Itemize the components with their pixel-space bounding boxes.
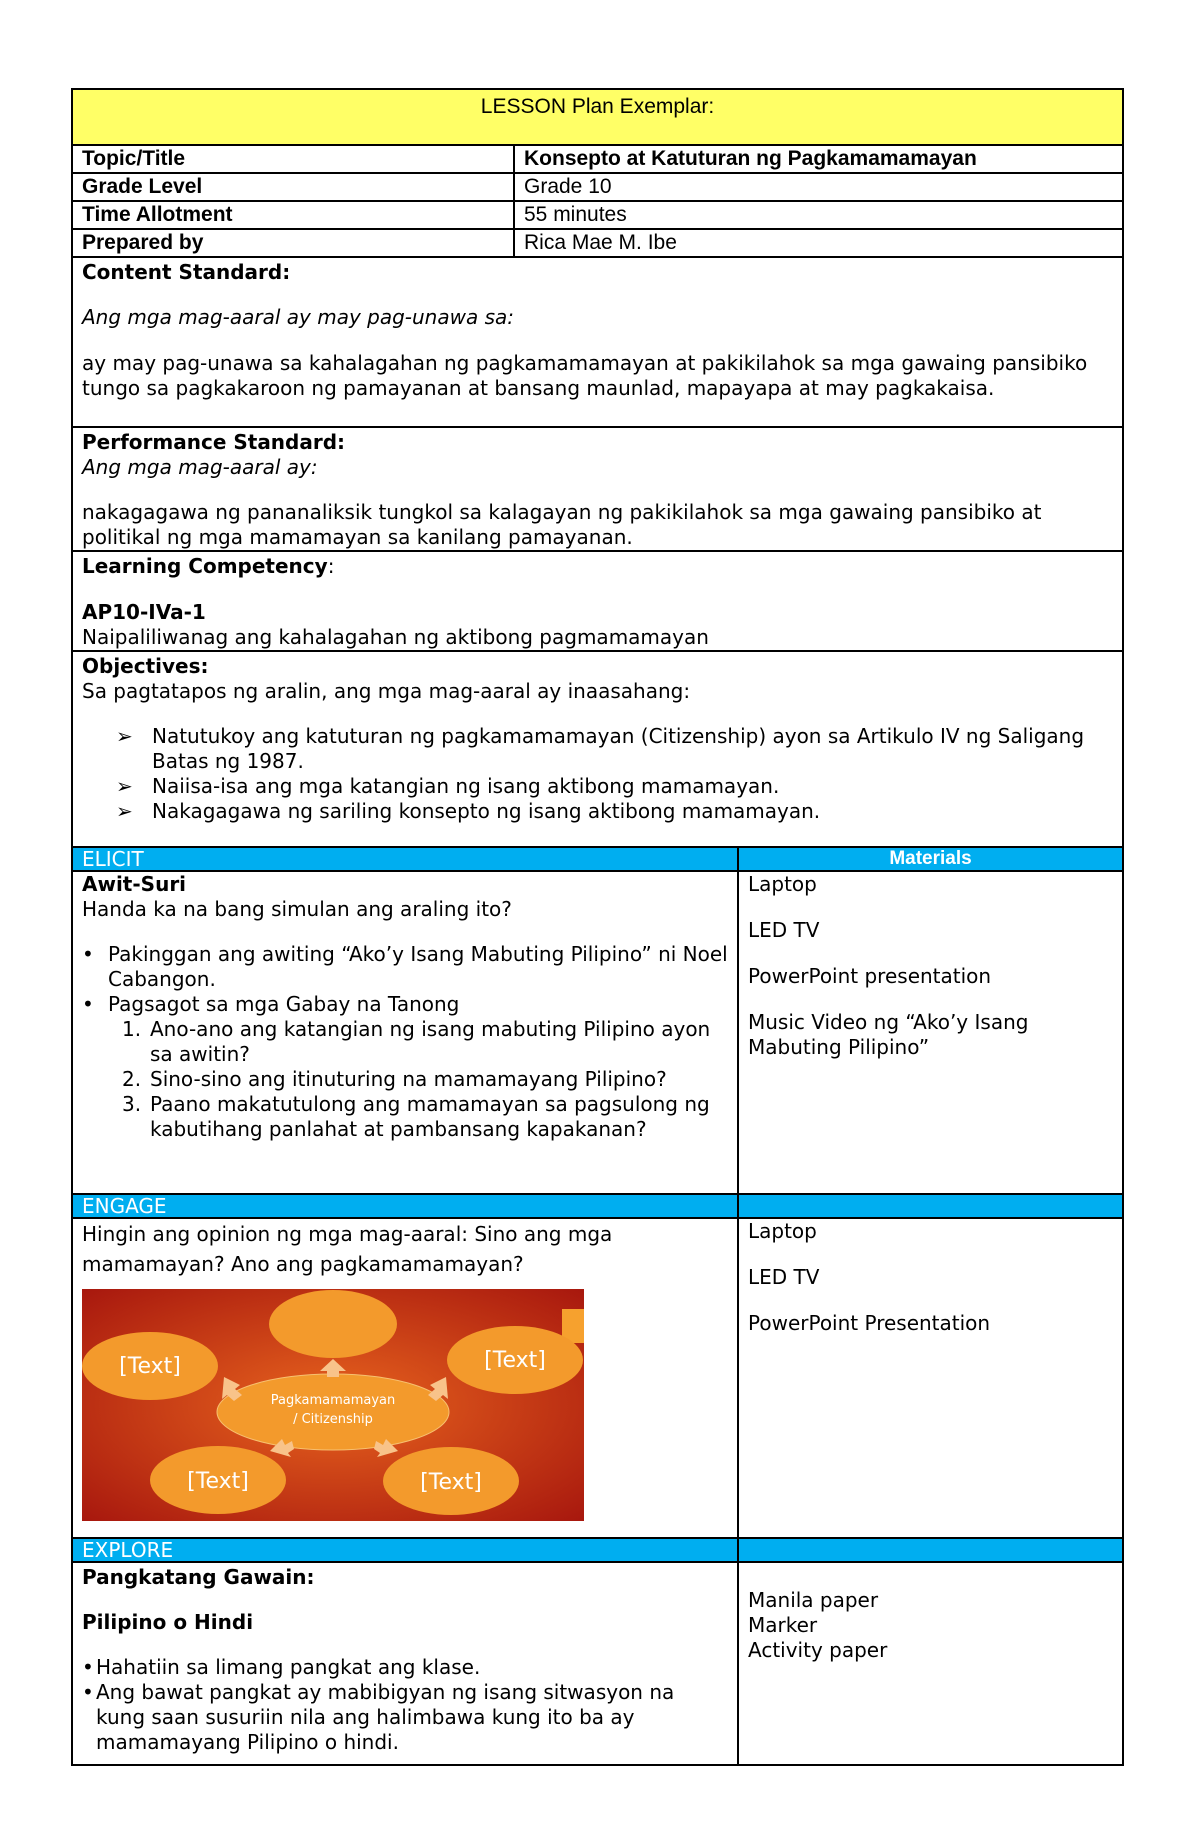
elicit-prompt: Handa ka na bang simulan ang araling ito?	[82, 897, 512, 921]
arrow-bullet-icon: ➢	[116, 799, 133, 823]
top-ellipse	[269, 1290, 397, 1358]
performance-standard-heading: Performance Standard:	[82, 430, 346, 454]
info-value: Konsepto at Katuturan ng Pagkamamamayan	[524, 147, 977, 170]
bullet-icon: •	[82, 1680, 94, 1704]
material-item: PowerPoint presentation	[748, 964, 992, 988]
arrow-bullet-icon: ➢	[116, 774, 133, 798]
material-item: LED TV	[748, 918, 820, 942]
competency-text: Naipaliliwanag ang kahalagahan ng aktibong pagmamamayan	[82, 625, 709, 649]
elicit-row	[73, 870, 1122, 1193]
info-key: Grade Level	[73, 174, 515, 200]
citizenship-concept-diagram	[82, 1289, 584, 1521]
content-standard-intro: Ang mga mag-aaral ay may pag-unawa sa:	[82, 305, 514, 329]
info-key: Time Allotment	[73, 202, 515, 228]
elicit-materials	[739, 872, 1122, 1193]
explore-subtitle: Pilipino o Hindi	[82, 1610, 254, 1634]
engage-band	[73, 1193, 1122, 1217]
explore-label: EXPLORE	[73, 1539, 739, 1561]
info-value: Grade 10	[524, 175, 612, 198]
performance-standard-intro: Ang mga mag-aaral ay:	[82, 455, 318, 479]
material-item: Music Video ng “Ako’y Isang Mabuting Pilipino”	[748, 1010, 1029, 1059]
material-item: LED TV	[748, 1265, 820, 1289]
elicit-band	[73, 846, 1122, 870]
info-row-prepared-by	[73, 228, 1122, 256]
bottom-right-label: [Text]	[420, 1470, 482, 1495]
explore-band	[73, 1537, 1122, 1561]
lesson-plan-title: LESSON Plan Exemplar:	[73, 90, 1122, 144]
list-item: 1. Ano-ano ang katangian ng isang mabuting Pilipino ayon sa awitin?	[122, 1017, 711, 1066]
bullet-icon: •	[82, 1655, 94, 1679]
arrow-bullet-icon: ➢	[116, 724, 133, 748]
content-standard-heading: Content Standard:	[82, 260, 291, 284]
engage-band-blank	[739, 1195, 1122, 1217]
lesson-plan-table	[71, 88, 1124, 1766]
elicit-activity-title: Awit-Suri	[82, 872, 187, 896]
learning-competency-section	[73, 550, 1122, 650]
bottom-left-label: [Text]	[187, 1469, 249, 1494]
bullet-icon: •	[82, 992, 94, 1016]
material-item: Activity paper	[748, 1638, 888, 1662]
objectives-intro: Sa pagtatapos ng aralin, ang mga mag-aaral ay inaasahang:	[82, 679, 691, 703]
explore-activity-title: Pangkatang Gawain:	[82, 1565, 315, 1589]
explore-activity	[73, 1563, 739, 1764]
info-key: Prepared by	[73, 230, 515, 256]
performance-standard-body: nakagagawa ng pananaliksik tungkol sa kalagayan ng pakikilahok sa mga gawaing pansibiko at politikal ng mga mamamayan sa kanilang pamayanan.	[82, 500, 1042, 549]
right-label: [Text]	[484, 1348, 546, 1373]
material-item: PowerPoint Presentation	[748, 1311, 991, 1335]
learning-competency-colon: :	[327, 554, 335, 578]
list-item: 2. Sino-sino ang itinuturing na mamamayang Pilipino?	[122, 1067, 667, 1091]
list-item: • Pakinggan ang awiting “Ako’y Isang Mabuting Pilipino” ni Noel Cabangon.	[82, 942, 728, 991]
elicit-activity	[73, 872, 739, 1193]
list-item: ➢ Naiisa-isa ang mga katangian ng isang aktibong mamamayan.	[116, 774, 780, 798]
learning-competency-heading: Learning Competency	[82, 554, 328, 578]
objectives-heading: Objectives:	[82, 654, 209, 678]
center-label-line2: / Citizenship	[293, 1412, 373, 1427]
list-item: ➢ Natutukoy ang katuturan ng pagkamamamayan (Citizenship) ayon sa Artikulo IV ng Saligang Batas ng 1987.	[116, 724, 1085, 773]
explore-band-blank	[739, 1539, 1122, 1561]
engage-materials	[739, 1219, 1122, 1537]
list-item: • Ang bawat pangkat ay mabibigyan ng isang sitwasyon na kung saan susuriin nila ang halimbawa kung ito ba ay mamamayang Pilipino o hindi.	[82, 1680, 675, 1754]
material-item: Laptop	[748, 872, 817, 896]
bullet-icon: •	[82, 942, 94, 966]
explore-row	[73, 1561, 1122, 1764]
info-row-time	[73, 200, 1122, 228]
info-key: Topic/Title	[73, 146, 515, 172]
info-row-grade	[73, 172, 1122, 200]
material-item: Laptop	[748, 1219, 817, 1243]
objectives-list	[116, 724, 1113, 824]
explore-bullets	[82, 1655, 728, 1755]
performance-standard-section	[73, 426, 1122, 550]
elicit-label: ELICIT	[73, 848, 739, 870]
objectives-section	[73, 650, 1122, 846]
info-value: 55 minutes	[524, 203, 627, 226]
explore-materials	[739, 1563, 1122, 1764]
center-label-line1: Pagkamamamayan	[270, 1393, 396, 1408]
list-item: 3. Paano makatutulong ang mamamayan sa pagsulong ng kabutihang panlahat at pambansang kapakanan?	[122, 1092, 710, 1141]
info-row-topic	[73, 144, 1122, 172]
engage-label: ENGAGE	[73, 1195, 739, 1217]
content-standard-section	[73, 256, 1122, 426]
materials-heading: Materials	[739, 848, 1122, 870]
guide-questions	[82, 1017, 728, 1142]
engage-activity	[73, 1219, 739, 1537]
engage-row	[73, 1217, 1122, 1537]
list-item: ➢ Nakagagawa ng sariling konsepto ng isang aktibong mamamayan.	[116, 799, 821, 823]
left-label: [Text]	[119, 1354, 181, 1379]
list-item: • Hahatiin sa limang pangkat ang klase.	[82, 1655, 481, 1679]
material-item: Manila paper	[748, 1588, 879, 1612]
list-item: • Pagsagot sa mga Gabay na Tanong	[82, 992, 460, 1016]
engage-prompt: Hingin ang opinion ng mga mag-aaral: Sino ang mga mamamayan? Ano ang pagkamamamayan?	[82, 1222, 613, 1276]
material-item: Marker	[748, 1613, 818, 1637]
info-value: Rica Mae M. Ibe	[524, 231, 677, 254]
content-standard-body: ay may pag-unawa sa kahalagahan ng pagkamamamayan at pakikilahok sa mga gawaing pansibiko tungo sa pagkakaroon ng pamayanan at bansang maunlad, mapayapa at may pagkakaisa.	[82, 351, 1088, 400]
elicit-bullets	[82, 942, 728, 1017]
competency-code: AP10-IVa-1	[82, 600, 206, 624]
